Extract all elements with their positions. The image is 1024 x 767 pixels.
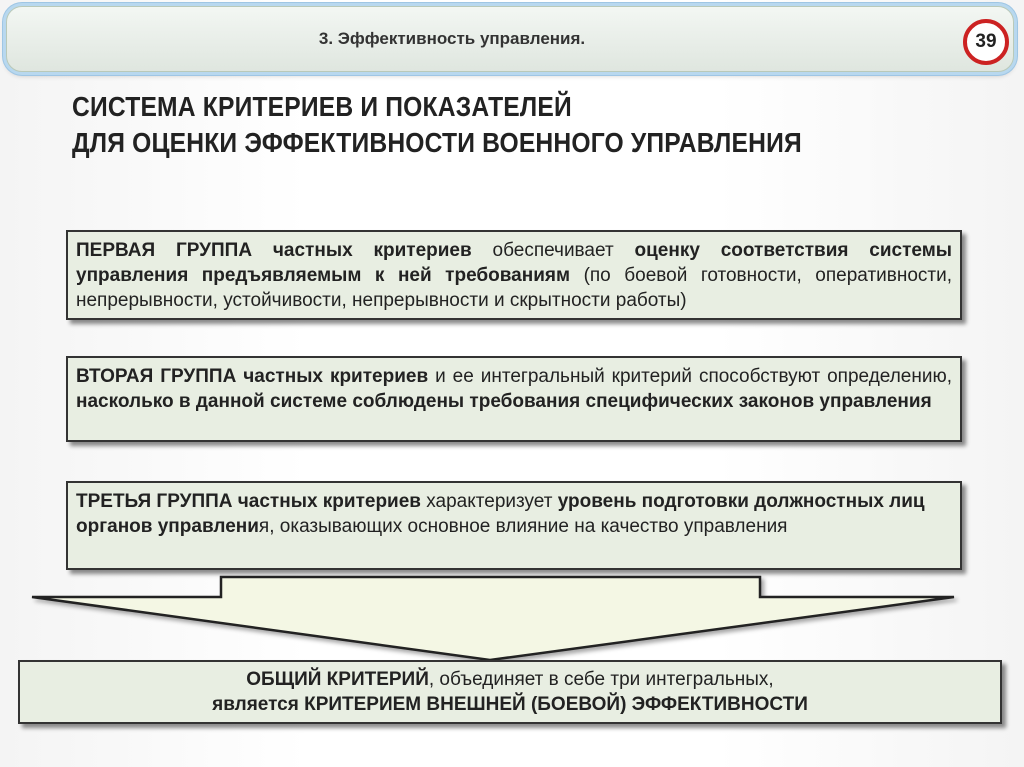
- group-name: ВТОРАЯ ГРУППА: [76, 366, 237, 387]
- group-verb: и ее интегральный критерий способствуют определению,: [435, 366, 953, 387]
- group-criteria: частных критериев: [237, 491, 421, 512]
- general-line1: [20, 667, 1000, 692]
- down-arrow-icon: [32, 577, 954, 660]
- main-title-line1: СИСТЕМА КРИТЕРИЕВ И ПОКАЗАТЕЛЕЙ: [72, 91, 572, 122]
- general-line2: [20, 692, 1000, 717]
- section-title: 3. Эффективность управления.: [318, 29, 586, 48]
- general-conclusion: является КРИТЕРИЕМ ВНЕШНЕЙ (БОЕВОЙ) ЭФФЕКТИВНОСТИ: [212, 694, 808, 715]
- general-name: ОБЩИЙ КРИТЕРИЙ: [246, 669, 429, 690]
- group-criteria: частных критериев: [272, 240, 472, 261]
- group-verb: характеризует: [426, 491, 553, 512]
- group-emphasis: уровень подготовки должностных лиц органов управлени: [76, 491, 925, 537]
- group-emphasis: оценку соответствия системы управления предъявляемым к ней требованиям: [76, 240, 953, 286]
- group-emphasis: насколько в данной системе соблюдены требования специфических законов управления: [76, 391, 932, 412]
- group-verb: обеспечивает: [492, 240, 614, 261]
- main-title-line2: ДЛЯ ОЦЕНКИ ЭФФЕКТИВНОСТИ ВОЕННОГО УПРАВЛЕНИЯ: [72, 127, 802, 158]
- group-details: (по боевой готовности, оперативности, непрерывности, устойчивости, непрерывности и скрытности работы): [76, 265, 953, 311]
- group-criteria: частных критериев: [243, 366, 429, 387]
- group-details: я, оказывающих основное влияние на качество управления: [258, 516, 788, 537]
- general-criterion-box: [18, 660, 1002, 724]
- general-text1: , объединяет в себе три интегральных,: [428, 669, 774, 690]
- group-name: ТРЕТЬЯ ГРУППА: [76, 491, 233, 512]
- page-number-badge: 39: [963, 19, 1009, 65]
- group-name: ПЕРВАЯ ГРУППА: [76, 240, 253, 261]
